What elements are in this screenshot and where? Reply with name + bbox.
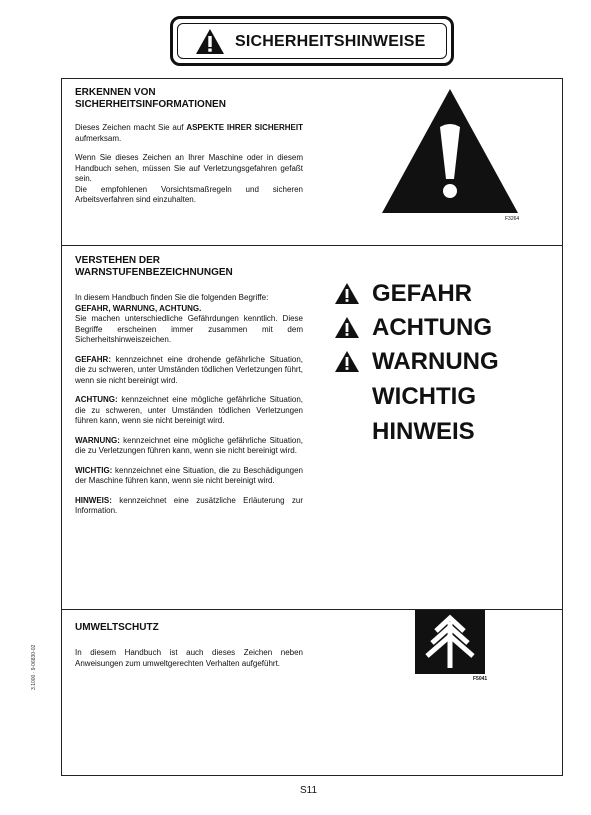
definition-achtung (75, 395, 303, 427)
definition-warnung (75, 436, 303, 457)
section2-title-line1: VERSTEHEN DER (75, 255, 161, 266)
warning-triangle-icon (334, 350, 360, 373)
section2-title-line2: WARNSTUFENBEZEICHNUNGEN (75, 267, 233, 278)
definition-text: kennzeichnet eine Situation, die zu Beschädigungen der Maschine führen kann, wenn sie nicht bereinigt wird. (75, 465, 303, 485)
definition-hinweis (75, 496, 303, 517)
definition-text: kennzeichnet eine drohende gefährliche Situation, die zu schweren, unter Umständen tödlichen Verletzungen führt, wenn sie nicht bereinigt wird. (75, 354, 303, 385)
section1-paragraph-2: Wenn Sie dieses Zeichen an Ihrer Maschine oder in diesem Handbuch sehen, müssen Sie auf Verletzungsgefahren gefaßt sein. (75, 153, 303, 183)
definition-wichtig (75, 466, 303, 487)
section2-title (75, 255, 233, 279)
definition-label: HINWEIS: (75, 495, 112, 505)
definition-text: kennzeichnet eine zusätzliche Erläuterung zur Information. (75, 495, 303, 515)
section1-body (75, 123, 303, 215)
definition-label: WARNUNG: (75, 435, 120, 445)
definition-label: ACHTUNG: (75, 395, 118, 404)
signal-word-text: ACHTUNG (372, 314, 492, 341)
signal-word-text: WARNUNG (372, 348, 499, 375)
section-safety-information (62, 79, 562, 244)
text-run-bold: ASPEKTE IHRER SICHERHEIT (186, 123, 304, 132)
signal-word-text: HINWEIS (372, 418, 475, 445)
section1-title-line2: SICHERHEITSINFORMATIONEN (75, 99, 226, 110)
text-run: Dieses Zeichen macht Sie auf (75, 123, 187, 132)
text-run: In diesem Handbuch finden Sie die folgenden Begriffe: (75, 293, 269, 302)
section2-body (75, 293, 303, 526)
section3-body (75, 648, 303, 678)
text-run: aufmerksam. (75, 133, 122, 143)
warning-triangle-icon (195, 28, 225, 55)
definition-gefahr (75, 355, 303, 387)
signal-word-text: WICHTIG (372, 383, 476, 410)
section-warning-levels (62, 245, 562, 610)
figure-code-1: F3264 (505, 216, 520, 222)
title-box (170, 16, 454, 66)
warning-triangle-icon (334, 316, 360, 339)
figure-code-2: F5041 (473, 676, 488, 682)
page-title: SICHERHEITSHINWEISE (235, 33, 426, 50)
definition-text: kennzeichnet eine mögliche gefährliche Situation, die zu Verletzungen führen kann, wenn sie nicht bereinigt wird. (75, 435, 303, 455)
warning-triangle-icon (334, 282, 360, 305)
section1-paragraph-3: Die empfohlenen Vorsichtsmaßregeln und sicheren Arbeitsverfahren sind einzuhalten. (75, 184, 303, 204)
section3-paragraph-1: In diesem Handbuch ist auch dieses Zeichen neben Anweisungen zum umweltgerechten Verhalten aufgeführt. (75, 648, 303, 668)
section1-paragraph-1 (75, 123, 303, 144)
content-frame (61, 78, 563, 776)
large-warning-triangle-icon (380, 87, 520, 215)
signal-word-text: GEFAHR (372, 280, 473, 307)
section3-title: UMWELTSCHUTZ (75, 622, 159, 633)
environment-tree-icon (415, 610, 485, 674)
section1-title-line1: ERKENNEN VON (75, 87, 156, 98)
section2-intro (75, 293, 303, 346)
page-number: S11 (300, 785, 318, 796)
text-run: Sie machen unterschiedliche Gefährdungen kenntlich. Diese Begriffe erscheinen immer zusammen mit dem Sicherheitshinweiszeichen. (75, 314, 303, 344)
side-document-code: 3.1000 · 9-06830-02 (31, 644, 37, 690)
definition-label: GEFAHR: (75, 354, 111, 364)
definition-label: WICHTIG: (75, 465, 113, 475)
section1-title (75, 87, 226, 111)
text-run-bold: GEFAHR, WARNUNG, ACHTUNG. (75, 303, 202, 313)
definition-text: kennzeichnet eine mögliche gefährliche Situation, die zu schweren, unter Umständen tödlichen Verletzungen führen kann, wenn sie nicht bereinigt wird. (75, 395, 303, 425)
section-environment (62, 609, 562, 776)
